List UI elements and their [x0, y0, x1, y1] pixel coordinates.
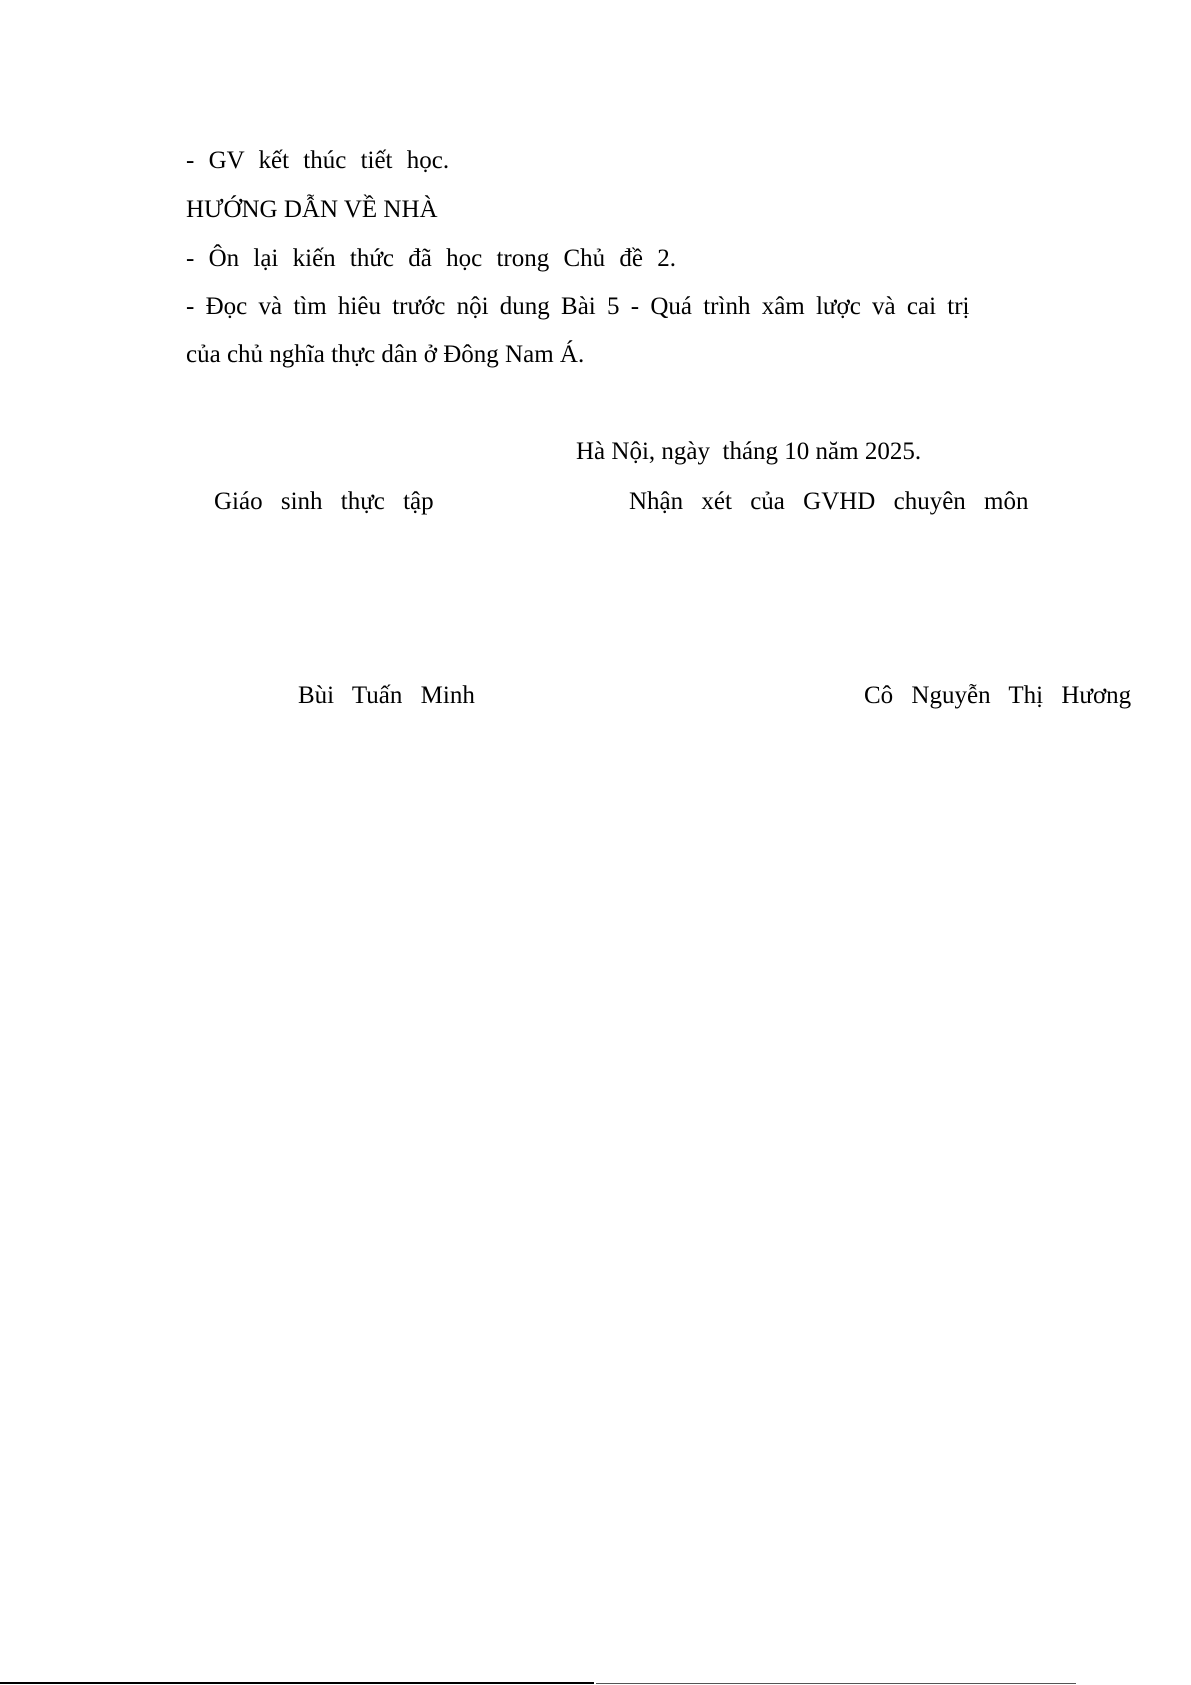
supervisor-name: Cô Nguyễn Thị Hương	[864, 682, 1132, 709]
bottom-rule-secondary	[596, 1683, 1076, 1684]
date-line: Hà Nội, ngày tháng 10 năm 2025.	[576, 438, 922, 465]
read-line-2: của chủ nghĩa thực dân ở Đông Nam Á.	[186, 341, 585, 368]
bottom-rule	[0, 1682, 594, 1684]
intern-title: Giáo sinh thực tập	[214, 488, 434, 515]
review-line: - Ôn lại kiến thức đã học trong Chủ đề 2.	[186, 245, 676, 272]
supervisor-title: Nhận xét của GVHD chuyên môn	[629, 488, 1029, 515]
intern-name: Bùi Tuấn Minh	[298, 682, 475, 709]
end-lesson-line: - GV kết thúc tiết học.	[186, 147, 450, 174]
read-line-1: - Đọc và tìm hiêu trước nội dung Bài 5 - Quá trình xâm lược và cai trị	[186, 293, 970, 320]
homework-heading: HƯỚNG DẪN VỀ NHÀ	[186, 196, 438, 223]
